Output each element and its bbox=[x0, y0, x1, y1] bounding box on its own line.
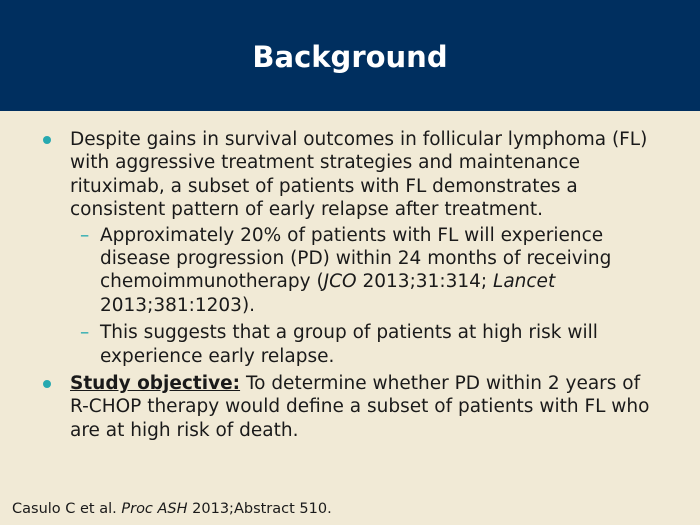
sub-bullet-dash: – bbox=[80, 224, 90, 246]
citation-source: Proc ASH bbox=[121, 501, 188, 517]
sub-bullet-text bbox=[100, 225, 611, 316]
slide-title: Background bbox=[252, 40, 448, 74]
journal-name: Lancet bbox=[493, 271, 556, 293]
sub-text-part: Approximately 20% of patients with FL will experience disease progression (PD) within 24 months of receiving chemoimmunotherapy ( bbox=[100, 224, 612, 293]
citation-author: Casulo C et al. bbox=[12, 501, 122, 517]
sub-bullet-text: This suggests that a group of patients at high risk will experience early relapse. bbox=[100, 322, 598, 367]
citation bbox=[12, 500, 332, 518]
bullet-dot bbox=[43, 380, 51, 388]
bullet-text: Despite gains in survival outcomes in follicular lymphoma (FL) with aggressive treatment strategies and maintenance rituximab, a subset of patients with FL demonstrates a consistent pattern of early relapse after treatment. bbox=[70, 129, 648, 221]
sub-text-part: 2013;31:314; bbox=[356, 271, 494, 293]
bullet-text bbox=[70, 373, 649, 441]
sub-bullet-dash: – bbox=[80, 322, 90, 344]
bullet-dot bbox=[43, 136, 51, 144]
bullet-study-objective bbox=[40, 372, 660, 442]
slide-content bbox=[40, 128, 660, 442]
objective-text: To determine whether PD within 2 years of R-CHOP therapy would define a subset of patients with FL who are at high risk of death. bbox=[70, 373, 650, 441]
sub-text-part: 2013;381:1203). bbox=[100, 294, 256, 316]
bullet-background bbox=[40, 128, 660, 222]
objective-label: Study objective: bbox=[70, 373, 241, 395]
citation-detail: 2013;Abstract 510. bbox=[187, 501, 332, 517]
sub-bullet-progression bbox=[40, 224, 660, 318]
sub-bullet-high-risk bbox=[40, 321, 660, 368]
journal-name: JCO bbox=[323, 271, 357, 293]
